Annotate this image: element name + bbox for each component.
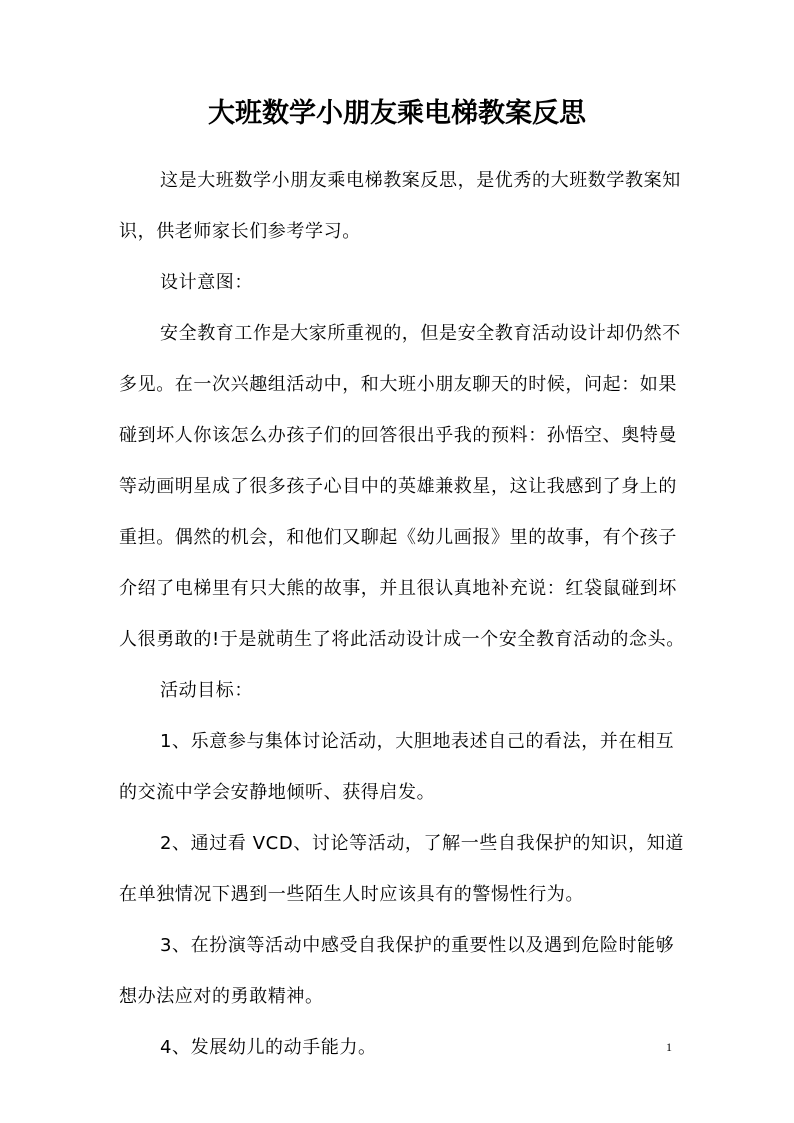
- page-title: 大班数学小朋友乘电梯教案反思: [208, 98, 586, 129]
- goal-item-4: [160, 1022, 377, 1073]
- text-line: 1、乐意参与集体讨论活动，大胆地表述自己的看法，并在相互: [160, 731, 675, 752]
- goals-heading: [160, 665, 253, 716]
- text-line: 等动画明星成了很多孩子心目中的英雄兼救星，这让我感到了身上的: [119, 476, 677, 497]
- text-line: 3、在扮演等活动中感受自我保护的重要性以及遇到危险时能够: [160, 935, 675, 956]
- text-line: 想办法应对的勇敢精神。: [119, 986, 324, 1007]
- text-line: 在单独情况下遇到一些陌生人时应该具有的警惕性行为。: [119, 884, 584, 905]
- text-line: 多见。在一次兴趣组活动中，和大班小朋友聊天的时候，问起：如果: [119, 374, 677, 395]
- text-line: 4、发展幼儿的动手能力。: [160, 1037, 377, 1058]
- page-number: 1: [666, 1040, 672, 1054]
- text-line: 介绍了电梯里有只大熊的故事，并且很认真地补充说：红袋鼠碰到坏: [119, 578, 677, 599]
- text-line: 2、通过看 VCD、讨论等活动，了解一些自我保护的知识，知道: [160, 833, 684, 854]
- section-heading: 活动目标：: [160, 680, 253, 701]
- text-line: 人很勇敢的!于是就萌生了将此活动设计成一个安全教育活动的念头。: [119, 629, 685, 650]
- text-line: 安全教育工作是大家所重视的，但是安全教育活动设计却仍然不: [160, 323, 681, 344]
- text-line: 这是大班数学小朋友乘电梯教案反思，是优秀的大班数学教案知: [160, 170, 681, 191]
- goal-item-3: [119, 920, 675, 1022]
- text-line: 的交流中学会安静地倾听、获得启发。: [119, 782, 436, 803]
- goal-item-2: [119, 818, 684, 920]
- text-line: 碰到坏人你该怎么办孩子们的回答很出乎我的预料：孙悟空、奥特曼: [119, 425, 677, 446]
- intro-paragraph: [119, 155, 681, 257]
- design-heading: [160, 257, 253, 308]
- text-line: 重担。偶然的机会，和他们又聊起《幼儿画报》里的故事，有个孩子: [119, 527, 677, 548]
- text-line: 识，供老师家长们参考学习。: [119, 221, 361, 242]
- design-paragraph: [119, 308, 685, 665]
- goal-item-1: [119, 716, 675, 818]
- section-heading: 设计意图：: [160, 272, 253, 293]
